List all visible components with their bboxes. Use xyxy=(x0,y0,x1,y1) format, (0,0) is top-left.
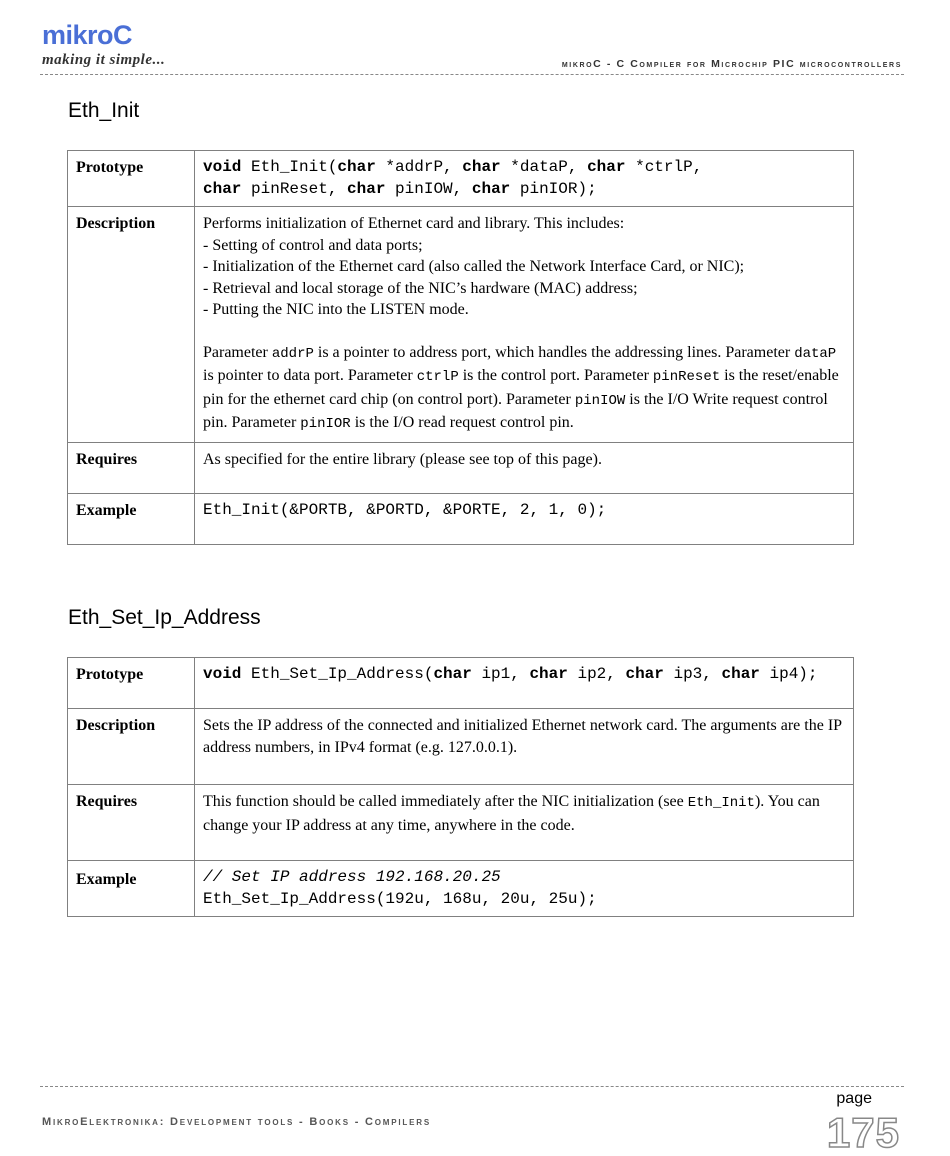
code-text: ip3, xyxy=(663,665,722,683)
footer-text: MikroElektronika: Development tools - Books - Compilers xyxy=(42,1116,431,1128)
keyword: char xyxy=(203,179,242,198)
page-number: 175 xyxy=(826,1109,900,1156)
description-text xyxy=(195,207,854,443)
code-text: *ctrlP, xyxy=(625,158,703,176)
code-text: pinIOR); xyxy=(510,179,597,198)
description-params xyxy=(203,342,845,436)
code-text: *dataP, xyxy=(500,158,588,176)
keyword: char xyxy=(529,665,568,683)
prototype-label: Prototype xyxy=(68,151,195,207)
description-line: - Putting the NIC into the LISTEN mode. xyxy=(203,301,469,318)
logo: mikroC xyxy=(42,20,133,50)
footer-divider xyxy=(40,1086,904,1087)
prototype-row xyxy=(68,151,854,207)
param-name: dataP xyxy=(794,345,837,362)
code-line: Eth_Set_Ip_Address(192u, 168u, 20u, 25u); xyxy=(203,889,597,908)
param-text: is the control port. Parameter xyxy=(458,367,653,384)
keyword: char xyxy=(471,179,511,198)
code-text: pinReset, xyxy=(241,179,348,198)
description-text: Sets the IP address of the connected and initialized Ethernet network card. The arguments are the IP address numbers, in IPv4 format (e.g. 127.0.0.1). xyxy=(195,709,854,785)
keyword: char xyxy=(625,665,664,683)
code-text: *addrP, xyxy=(375,158,463,176)
description-line: - Initialization of the Ethernet card (also called the Network Interface Card, or NIC); xyxy=(203,258,745,275)
prototype-label: Prototype xyxy=(68,658,195,709)
param-text: is a pointer to address port, which handles the addressing lines. Parameter xyxy=(313,343,795,361)
eth-set-ip-address-table xyxy=(67,657,854,917)
example-label: Example xyxy=(68,493,195,544)
code-text: Eth_Set_Ip_Address( xyxy=(241,665,434,683)
param-name: ctrlP xyxy=(416,369,459,385)
param-text: is the I/O Write request control pin. Parameter xyxy=(203,390,828,431)
code-comment: // Set IP address 192.168.20.25 xyxy=(203,868,501,886)
param-name: pinIOR xyxy=(300,416,351,432)
example-label: Example xyxy=(68,861,195,917)
requires-row xyxy=(68,785,854,861)
requires-text: As specified for the entire library (please see top of this page). xyxy=(195,442,854,493)
keyword: void xyxy=(203,665,242,683)
param-text: is pointer to data port. Parameter xyxy=(203,367,417,384)
param-name: addrP xyxy=(271,345,314,362)
prototype-code xyxy=(195,658,854,709)
requires-part: ). You can change your IP address at any time, anywhere in the code. xyxy=(203,793,820,834)
requires-text xyxy=(195,785,854,861)
keyword: void xyxy=(203,158,242,176)
example-code: Eth_Init(&PORTB, &PORTD, &PORTE, 2, 1, 0); xyxy=(195,493,854,544)
param-name: pinReset xyxy=(652,369,721,385)
eth-init-table xyxy=(67,150,854,545)
requires-label: Requires xyxy=(68,442,195,493)
requires-row xyxy=(68,442,854,493)
description-line: - Retrieval and local storage of the NIC’s hardware (MAC) address; xyxy=(203,279,638,297)
description-line: Performs initialization of Ethernet card and library. This includes: xyxy=(203,215,625,232)
code-text: ip2, xyxy=(567,665,626,683)
keyword: char xyxy=(587,158,626,176)
keyword: char xyxy=(462,158,501,176)
param-name: pinIOW xyxy=(574,392,626,409)
tagline: making it simple... xyxy=(42,52,166,68)
param-text: is the I/O read request control pin. xyxy=(350,414,574,431)
prototype-row xyxy=(68,658,854,709)
keyword: char xyxy=(433,665,472,683)
keyword: char xyxy=(347,179,386,198)
example-row xyxy=(68,493,854,544)
description-label: Description xyxy=(68,207,195,443)
header-divider xyxy=(40,74,904,75)
code-text: ip4); xyxy=(759,665,818,683)
prototype-code xyxy=(195,151,854,207)
page-label: page xyxy=(836,1090,872,1107)
description-row xyxy=(68,207,854,443)
section-title-eth-set-ip-address: Eth_Set_Ip_Address xyxy=(68,606,261,629)
param-text: is the reset/enable pin for the ethernet card chip (on control port). Parameter xyxy=(203,367,839,408)
header-title: mikroC - C Compiler for Microchip PIC microcontrollers xyxy=(561,58,902,70)
code-text: ip1, xyxy=(471,665,530,683)
requires-part: This function should be called immediately after the NIC initialization (see xyxy=(203,793,688,810)
keyword: char xyxy=(721,665,760,683)
code-text: Eth_Init( xyxy=(241,158,338,176)
requires-label: Requires xyxy=(68,785,195,861)
description-row xyxy=(68,709,854,785)
code-text: pinIOW, xyxy=(385,179,472,198)
description-line: - Setting of control and data ports; xyxy=(203,236,423,254)
example-row xyxy=(68,861,854,917)
section-title-eth-init: Eth_Init xyxy=(68,99,140,122)
keyword: char xyxy=(337,158,376,176)
description-label: Description xyxy=(68,709,195,785)
param-text: Parameter xyxy=(203,343,272,361)
function-ref: Eth_Init xyxy=(687,795,755,811)
example-code xyxy=(195,861,854,917)
